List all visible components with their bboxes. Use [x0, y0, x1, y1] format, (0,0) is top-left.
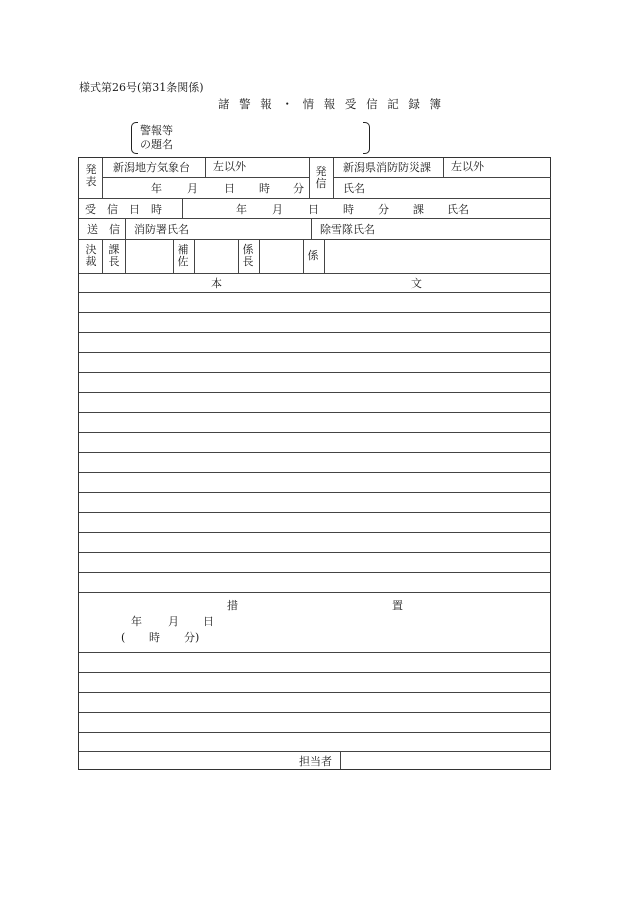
- chief-label: 課 長: [108, 243, 120, 268]
- receive-section: 課: [413, 203, 424, 216]
- measures-hour: 時: [149, 631, 160, 644]
- measures-label-left: 措: [227, 599, 238, 612]
- measures-year: 年: [131, 615, 142, 628]
- transmit-source: 新潟県消防防災課: [343, 161, 431, 174]
- announce-minute: 分: [293, 182, 304, 195]
- subject-bracket-right: [363, 122, 370, 154]
- transmit-label: 発 信: [315, 165, 327, 190]
- section-chief-label: 係 長: [242, 243, 254, 268]
- subject-label-line1: 警報等: [140, 124, 173, 137]
- announce-source: 新潟地方気象台: [113, 161, 190, 174]
- announce-label: 発 表: [85, 163, 97, 188]
- approval-label: 決 裁: [85, 243, 97, 268]
- receive-hour: 時: [343, 203, 354, 216]
- subject-bracket-left: [131, 122, 138, 154]
- measures-label-right: 置: [392, 599, 403, 612]
- announce-day: 日: [224, 182, 235, 195]
- measures-paren-open: (: [121, 631, 126, 644]
- transmit-name-label: 氏名: [343, 182, 365, 195]
- person-in-charge-label: 担当者: [299, 755, 332, 768]
- receive-day: 日: [308, 203, 319, 216]
- deputy-label: 補 佐: [177, 243, 189, 268]
- announce-month: 月: [187, 182, 198, 195]
- receive-year: 年: [236, 203, 247, 216]
- measures-minute: 分): [184, 631, 200, 644]
- receive-label: 受 信 日 時: [85, 203, 162, 216]
- fire-station-name-label: 消防署氏名: [134, 223, 189, 236]
- form-number: 様式第26号(第31条関係): [79, 81, 204, 94]
- receive-month: 月: [272, 203, 283, 216]
- snow-team-name-label: 除雪隊氏名: [320, 223, 375, 236]
- measures-month: 月: [168, 615, 179, 628]
- staff-label: 係: [307, 249, 319, 262]
- send-label: 送 信: [87, 223, 120, 236]
- announce-hour: 時: [259, 182, 270, 195]
- body-label-left: 本: [211, 277, 222, 290]
- measures-day: 日: [203, 615, 214, 628]
- announce-year: 年: [151, 182, 162, 195]
- announce-other: 左以外: [213, 160, 246, 173]
- receive-minute: 分: [378, 203, 389, 216]
- document-title: 諸 警 報 ・ 情 報 受 信 記 録 簿: [218, 97, 445, 111]
- subject-label-line2: の題名: [140, 138, 173, 151]
- record-form-table: [78, 157, 551, 770]
- transmit-other: 左以外: [451, 160, 484, 173]
- receive-name-label: 氏名: [447, 203, 469, 216]
- body-label-right: 文: [411, 277, 422, 290]
